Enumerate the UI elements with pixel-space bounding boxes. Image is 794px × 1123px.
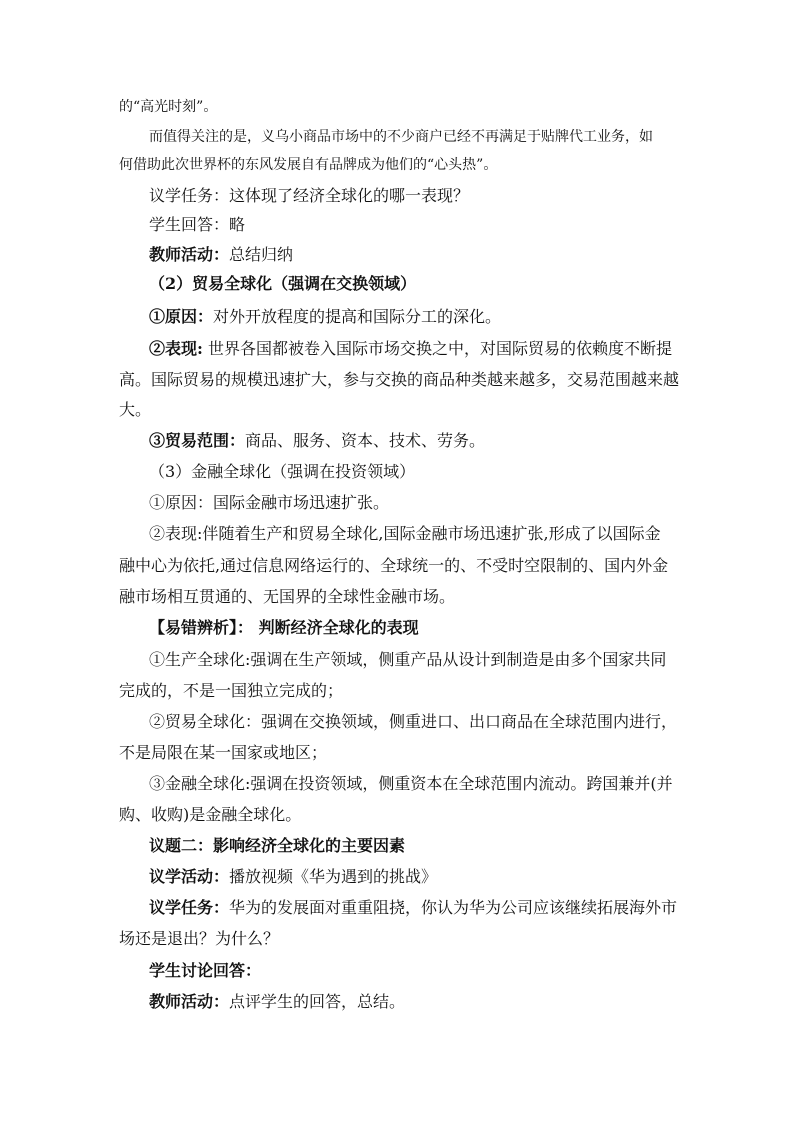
text-line: 购、收购)是金融全球化。 [119, 805, 302, 824]
section-heading-trade: （2）贸易全球化（强调在交换领域） [149, 274, 417, 293]
text-line: ②表现:伴随着生产和贸易全球化,国际金融市场迅速扩张,形成了以国际金 [149, 524, 661, 543]
text-line: 的“高光时刻”。 [119, 99, 218, 115]
text-line: ②贸易全球化：强调在交换领域，侧重进口、出口商品在全球范围内进行， [149, 712, 678, 731]
text-line: 议学任务：华为的发展面对重重阻挠，你认为华为公司应该继续拓展海外市 [149, 898, 678, 917]
text-line: 场还是退出？为什么？ [119, 929, 280, 948]
text-line: 何借助此次世界杯的东风发展自有品牌成为他们的“心头热”。 [119, 157, 498, 173]
text-line: 学生讨论回答： [149, 961, 262, 980]
text-line: ②表现: 世界各国都被卷入国际市场交换之中，对国际贸易的依赖度不断提 [149, 339, 673, 358]
teacher-activity-line: 教师活动：总结归纳 [149, 245, 294, 264]
text-line: ③金融全球化:强调在投资领域，侧重资本在全球范围内流动。跨国兼并(并 [149, 774, 673, 793]
text-line: 高。国际贸易的规模迅速扩大，参与交换的商品种类越来越多，交易范围越来越 [119, 370, 680, 389]
text-line: 大。 [119, 400, 152, 419]
text-line: 融中心为依托,通过信息网络运行的、全球统一的、不受时空限制的、国内外金 [119, 556, 669, 575]
text-line: 完成的，不是一国独立完成的； [119, 681, 344, 700]
text-line: 融市场相互贯通的、无国界的全球性金融市场。 [119, 587, 456, 606]
text-line: 不是局限在某一国家或地区； [119, 743, 328, 762]
text-line: 而值得关注的是，义乌小商品市场中的不少商户已经不再满足于贴牌代工业务，如 [149, 129, 653, 145]
error-analysis-heading: 【易错辨析】： 判断经济全球化的表现 [149, 618, 419, 637]
text-line: ①原因：对外开放程度的提高和国际分工的深化。 [149, 307, 502, 326]
task-line: 议学任务：这体现了经济全球化的哪一表现？ [149, 186, 470, 205]
answer-line: 学生回答：略 [149, 215, 246, 234]
text-line: 议学活动：播放视频《华为遇到的挑战》 [149, 867, 438, 886]
text-line: ③贸易范围：商品、服务、资本、技术、劳务。 [149, 431, 486, 450]
text-line: 教师活动：点评学生的回答，总结。 [149, 992, 406, 1011]
topic-two-heading: 议题二：影响经济全球化的主要因素 [149, 836, 406, 855]
section-heading-finance: （3）金融全球化（强调在投资领域） [149, 462, 416, 481]
text-line: ①原因：国际金融市场迅速扩张。 [149, 493, 390, 512]
text-line: ①生产全球化:强调在生产领域，侧重产品从设计到制造是由多个国家共同 [149, 650, 667, 669]
